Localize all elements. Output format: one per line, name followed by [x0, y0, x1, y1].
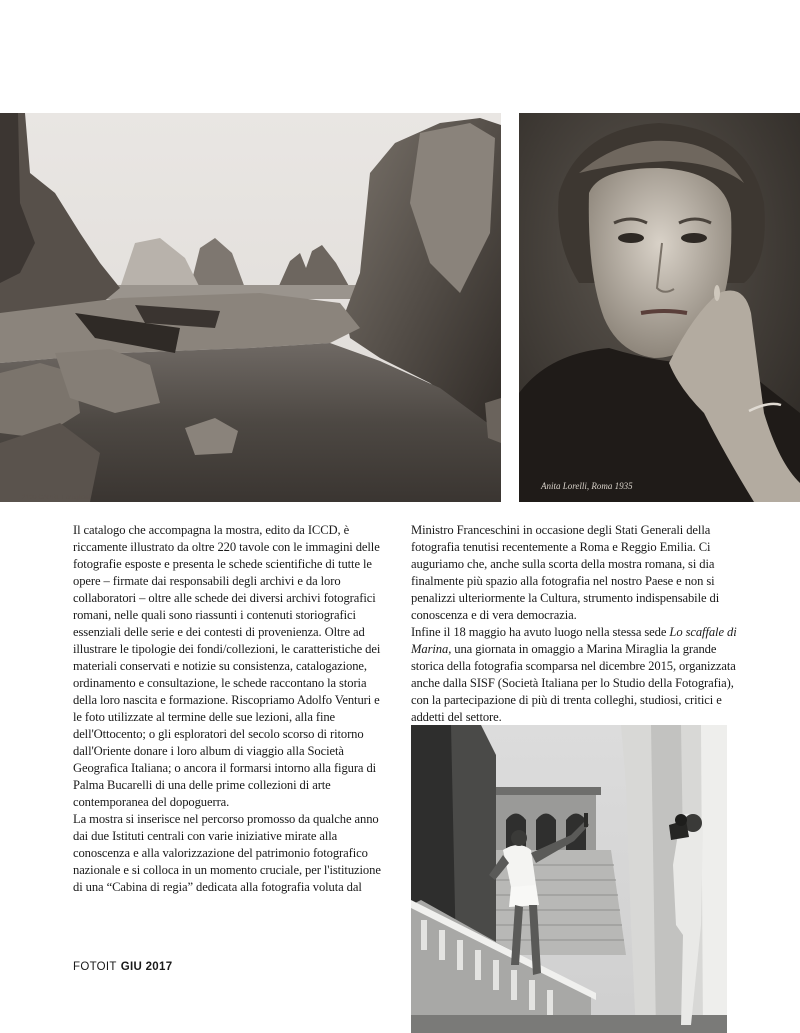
page-footer — [73, 961, 172, 973]
article-paragraph — [411, 624, 741, 726]
article-paragraph: La mostra si inserisce nel percorso promosso da qualche anno dai due Istituti centrali con varie iniziative mirate alla conoscenza e alla valorizzazione del patrimonio fotografico nazionale e si colloca in un momento cruciale, per l'istituzione di una “Cabina di regia” dedicata alla fotografia voluta dal — [73, 812, 381, 894]
stairs-runner-photo — [411, 725, 727, 1033]
paragraph-text: , una giornata in omaggio a Marina Miraglia la grande storica della fotografia scomparsa nel dicembre 2015, organizzata anche dalla SISF (Società Italiana per lo Studio della Fotografia), con la partecipazione di più di trenta colleghi, studiosi, critici e addetti del settore. — [411, 642, 736, 724]
portrait-photo — [519, 113, 800, 502]
capri-faraglioni-photo — [0, 113, 501, 502]
event-title: Lo scaffale di Marina — [411, 625, 737, 656]
magazine-name: FOTOIT — [73, 961, 117, 973]
article-paragraph: Ministro Franceschini in occasione degli Stati Generali della fotografia tenutisi recentemente a Roma e Reggio Emilia. Ci auguriamo che, anche sulla scorta della mostra romana, si dia finalmente più spazio alla fotografia nel nostro Paese e non si penalizzi ulteriormente la Cultura, strumento indispensabile di conoscenza e di vera democrazia. — [411, 523, 720, 622]
paragraph-text: Infine il 18 maggio ha avuto luogo nella stessa sede — [411, 625, 670, 639]
article-column-left — [73, 522, 383, 896]
article-column-right — [411, 522, 741, 726]
photo-caption: 2100 CAPRI. Faraglioni — [22, 494, 91, 501]
photo-signature: Anita Lorelli, Roma 1935 — [541, 481, 633, 491]
issue-date: GIU 2017 — [120, 961, 173, 973]
article-paragraph: Il catalogo che accompagna la mostra, edito da ICCD, è riccamente illustrato da oltre 220 tavole con le immagini delle fotografie esposte e presenta le schede scientifiche di tutte le opere – firmate dai responsabili degli archivi e da loro collaboratori – oltre alle schede dei diversi archivi fotografici romani, nelle quali sono riassunti i contenuti storiografici essenziali delle serie e dei contesti di provenienza. Oltre ad illustrare le tipologie dei fondi/collezioni, le caratteristiche dei materiali conservati e notizie su consistenza, catalogazione, ordinamento e consultazione, le schede raccontano la storia della loro nascita e formazione. Riscopriamo Adolfo Venturi e le foto utilizzate al termine delle sue lezioni, alla fine dell'Ottocento; o gli esploratori del secolo scorso di ritorno dall'Oriente donare i loro album di viaggio alla Società Geografica Italiana; o ancora il formarsi intorno alla figura di Palma Bucarelli di una delle prime collezioni di arte contemporanea del dopoguerra. — [73, 523, 381, 809]
